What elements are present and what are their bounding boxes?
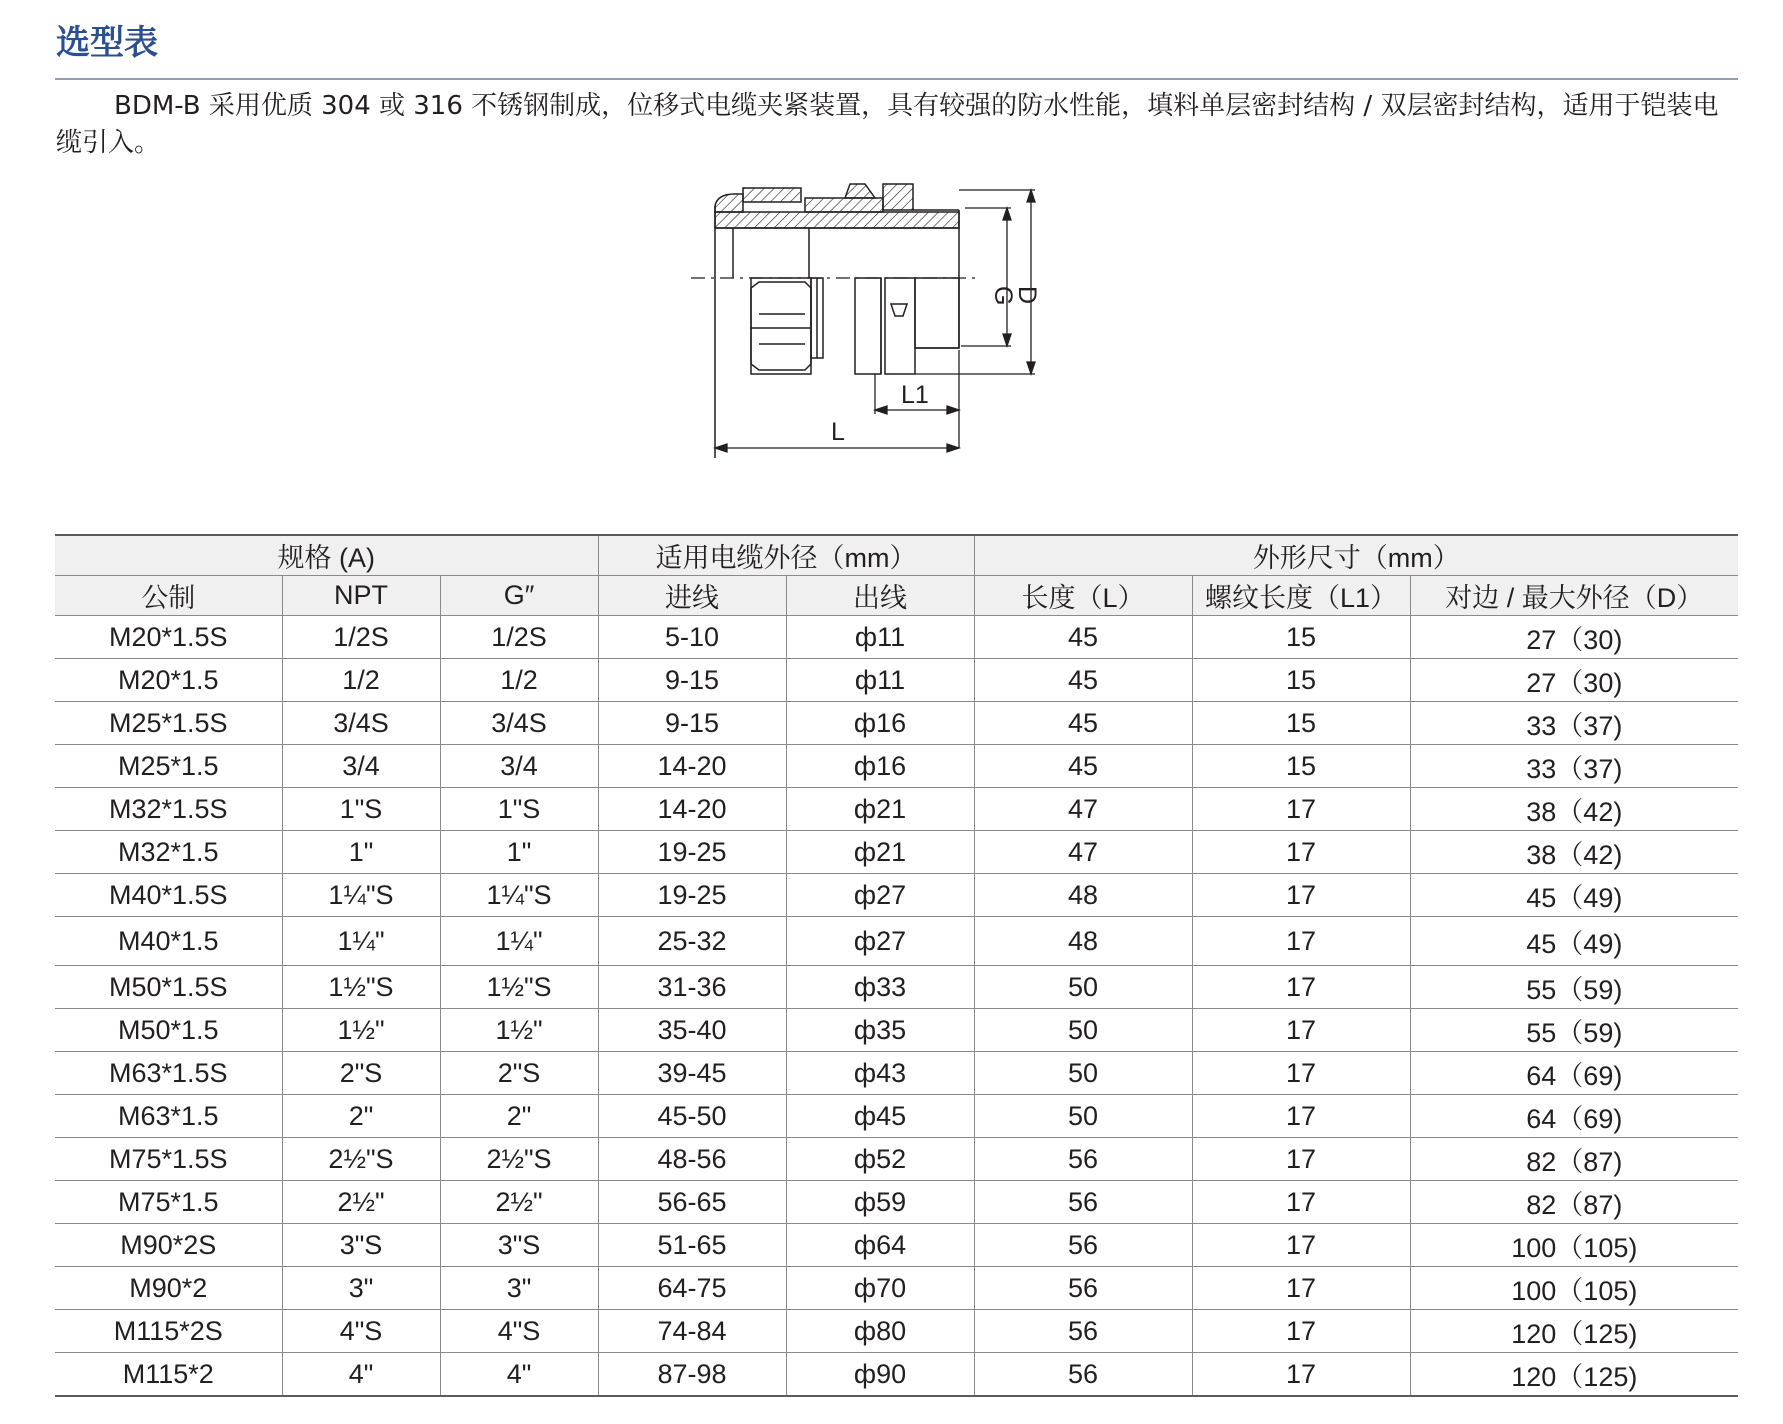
- cell-npt: 1/2S: [282, 616, 440, 659]
- cell-metric: M115*2: [55, 1353, 282, 1397]
- cell-inlet: 5-10: [598, 616, 786, 659]
- cell-length: 47: [974, 788, 1192, 831]
- cell-inlet: 39-45: [598, 1052, 786, 1095]
- table-row: [55, 1138, 1738, 1181]
- section-title: 选型表: [56, 23, 158, 63]
- header-dimensions-group: 外形尺寸（mm）: [974, 535, 1738, 576]
- cell-inlet: 45-50: [598, 1095, 786, 1138]
- cell-g: 2"S: [440, 1052, 598, 1095]
- cell-across-flats: 27（30): [1410, 659, 1738, 702]
- cable-gland-drawing: [685, 178, 1105, 490]
- cell-metric: M20*1.5S: [55, 616, 282, 659]
- header-length: 长度（L）: [974, 576, 1192, 616]
- cell-outlet: ф21: [786, 788, 974, 831]
- cell-thread-length: 15: [1192, 659, 1410, 702]
- cell-metric: M90*2S: [55, 1224, 282, 1267]
- cell-inlet: 48-56: [598, 1138, 786, 1181]
- cell-length: 48: [974, 917, 1192, 966]
- cell-outlet: ф35: [786, 1009, 974, 1052]
- cell-thread-length: 15: [1192, 745, 1410, 788]
- cell-g: 1"S: [440, 788, 598, 831]
- cell-npt: 2"S: [282, 1052, 440, 1095]
- cell-g: 2½": [440, 1181, 598, 1224]
- cell-thread-length: 17: [1192, 788, 1410, 831]
- cell-npt: 1¼": [282, 917, 440, 966]
- table-row: [55, 1009, 1738, 1052]
- table-body: [55, 616, 1738, 1397]
- cell-metric: M75*1.5S: [55, 1138, 282, 1181]
- cell-npt: 3": [282, 1267, 440, 1310]
- cell-across-flats: 45（49): [1410, 874, 1738, 917]
- cell-length: 50: [974, 966, 1192, 1009]
- cell-g: 2": [440, 1095, 598, 1138]
- cell-thread-length: 17: [1192, 1095, 1410, 1138]
- cell-metric: M20*1.5: [55, 659, 282, 702]
- cell-length: 48: [974, 874, 1192, 917]
- cell-inlet: 87-98: [598, 1353, 786, 1397]
- cell-thread-length: 15: [1192, 702, 1410, 745]
- cell-thread-length: 17: [1192, 1310, 1410, 1353]
- cell-outlet: ф16: [786, 702, 974, 745]
- cell-outlet: ф16: [786, 745, 974, 788]
- cell-across-flats: 82（87): [1410, 1181, 1738, 1224]
- cell-g: 3": [440, 1267, 598, 1310]
- table-row: [55, 1181, 1738, 1224]
- cell-metric: M25*1.5S: [55, 702, 282, 745]
- cell-outlet: ф70: [786, 1267, 974, 1310]
- cell-npt: 1½": [282, 1009, 440, 1052]
- cell-g: 1¼": [440, 917, 598, 966]
- table-row: [55, 1052, 1738, 1095]
- group-header-row: [55, 535, 1738, 576]
- cell-across-flats: 120（125): [1410, 1310, 1738, 1353]
- dimension-label-l1: L1: [901, 381, 929, 409]
- intro-paragraph: BDM-B 采用优质 304 或 316 不锈钢制成，位移式电缆夹紧装置，具有较强的防水性能，填料单层密封结构 / 双层密封结构，适用于铠装电缆引入。: [56, 91, 1719, 158]
- cell-g: 1/2: [440, 659, 598, 702]
- table-row: [55, 1095, 1738, 1138]
- cell-across-flats: 33（37): [1410, 745, 1738, 788]
- cell-outlet: ф59: [786, 1181, 974, 1224]
- cell-thread-length: 17: [1192, 1052, 1410, 1095]
- table-row: [55, 1353, 1738, 1397]
- header-inlet: 进线: [598, 576, 786, 616]
- cell-thread-length: 15: [1192, 616, 1410, 659]
- cell-across-flats: 100（105): [1410, 1224, 1738, 1267]
- header-metric: 公制: [55, 576, 282, 616]
- cell-g: 1½": [440, 1009, 598, 1052]
- cell-thread-length: 17: [1192, 831, 1410, 874]
- table-row: [55, 745, 1738, 788]
- cell-inlet: 9-15: [598, 702, 786, 745]
- cell-across-flats: 100（105): [1410, 1267, 1738, 1310]
- cell-across-flats: 55（59): [1410, 1009, 1738, 1052]
- cell-across-flats: 64（69): [1410, 1052, 1738, 1095]
- cell-npt: 1"S: [282, 788, 440, 831]
- cell-across-flats: 33（37): [1410, 702, 1738, 745]
- cell-outlet: ф90: [786, 1353, 974, 1397]
- cell-inlet: 19-25: [598, 874, 786, 917]
- cell-g: 1/2S: [440, 616, 598, 659]
- table-row: [55, 702, 1738, 745]
- cell-npt: 2": [282, 1095, 440, 1138]
- table-row: [55, 788, 1738, 831]
- cell-length: 56: [974, 1224, 1192, 1267]
- cell-length: 47: [974, 831, 1192, 874]
- cell-across-flats: 120（125): [1410, 1353, 1738, 1397]
- cell-length: 50: [974, 1009, 1192, 1052]
- cell-metric: M50*1.5: [55, 1009, 282, 1052]
- table-row: [55, 1267, 1738, 1310]
- dimension-label-l: L: [831, 418, 845, 446]
- cell-inlet: 14-20: [598, 745, 786, 788]
- cell-inlet: 56-65: [598, 1181, 786, 1224]
- header-npt: NPT: [282, 576, 440, 616]
- header-thread-length: 螺纹长度（L1）: [1192, 576, 1410, 616]
- cell-length: 56: [974, 1138, 1192, 1181]
- cell-inlet: 74-84: [598, 1310, 786, 1353]
- cell-npt: 1": [282, 831, 440, 874]
- header-spec-group: 规格 (A): [55, 535, 598, 576]
- cell-outlet: ф45: [786, 1095, 974, 1138]
- cell-length: 56: [974, 1310, 1192, 1353]
- cell-npt: 1¼"S: [282, 874, 440, 917]
- cell-npt: 2½": [282, 1181, 440, 1224]
- table-row: [55, 616, 1738, 659]
- cell-outlet: ф33: [786, 966, 974, 1009]
- cell-metric: M90*2: [55, 1267, 282, 1310]
- cell-across-flats: 45（49): [1410, 917, 1738, 966]
- cell-length: 56: [974, 1353, 1192, 1397]
- cell-g: 4": [440, 1353, 598, 1397]
- cell-outlet: ф64: [786, 1224, 974, 1267]
- cell-outlet: ф27: [786, 874, 974, 917]
- cell-npt: 1/2: [282, 659, 440, 702]
- cell-metric: M50*1.5S: [55, 966, 282, 1009]
- cell-npt: 2½"S: [282, 1138, 440, 1181]
- cell-g: 3/4S: [440, 702, 598, 745]
- cell-inlet: 14-20: [598, 788, 786, 831]
- cell-thread-length: 17: [1192, 1353, 1410, 1397]
- cell-metric: M75*1.5: [55, 1181, 282, 1224]
- cell-metric: M63*1.5: [55, 1095, 282, 1138]
- cell-thread-length: 17: [1192, 917, 1410, 966]
- table-row: [55, 831, 1738, 874]
- cell-metric: M40*1.5: [55, 917, 282, 966]
- cell-inlet: 64-75: [598, 1267, 786, 1310]
- cell-across-flats: 82（87): [1410, 1138, 1738, 1181]
- gland-body-outline: [691, 184, 975, 458]
- cell-thread-length: 17: [1192, 874, 1410, 917]
- cell-across-flats: 64（69): [1410, 1095, 1738, 1138]
- cell-inlet: 31-36: [598, 966, 786, 1009]
- cell-length: 56: [974, 1181, 1192, 1224]
- cell-metric: M32*1.5S: [55, 788, 282, 831]
- cell-g: 1¼"S: [440, 874, 598, 917]
- dimension-label-g: G: [989, 286, 1017, 306]
- cell-thread-length: 17: [1192, 1224, 1410, 1267]
- table-header: [55, 535, 1738, 616]
- table-row: [55, 917, 1738, 966]
- cell-across-flats: 38（42): [1410, 831, 1738, 874]
- cell-outlet: ф27: [786, 917, 974, 966]
- cell-length: 56: [974, 1267, 1192, 1310]
- cell-thread-length: 17: [1192, 1181, 1410, 1224]
- dimension-label-d: D: [1013, 286, 1041, 305]
- cell-outlet: ф80: [786, 1310, 974, 1353]
- cell-outlet: ф43: [786, 1052, 974, 1095]
- cell-metric: M25*1.5: [55, 745, 282, 788]
- cell-npt: 4"S: [282, 1310, 440, 1353]
- cell-length: 45: [974, 659, 1192, 702]
- cell-outlet: ф11: [786, 616, 974, 659]
- cell-npt: 3/4S: [282, 702, 440, 745]
- cell-thread-length: 17: [1192, 966, 1410, 1009]
- cell-thread-length: 17: [1192, 1009, 1410, 1052]
- header-across-flats: 对边 / 最大外径（D）: [1410, 576, 1738, 616]
- cell-npt: 3/4: [282, 745, 440, 788]
- cell-npt: 1½"S: [282, 966, 440, 1009]
- cell-npt: 4": [282, 1353, 440, 1397]
- cell-g: 4"S: [440, 1310, 598, 1353]
- cell-thread-length: 17: [1192, 1267, 1410, 1310]
- cell-inlet: 19-25: [598, 831, 786, 874]
- table-row: [55, 966, 1738, 1009]
- cell-length: 45: [974, 702, 1192, 745]
- cell-inlet: 35-40: [598, 1009, 786, 1052]
- cell-metric: M40*1.5S: [55, 874, 282, 917]
- cell-g: 2½"S: [440, 1138, 598, 1181]
- table-row: [55, 659, 1738, 702]
- title-divider: [55, 78, 1738, 80]
- cell-length: 50: [974, 1095, 1192, 1138]
- header-outlet: 出线: [786, 576, 974, 616]
- cell-g: 1½"S: [440, 966, 598, 1009]
- cell-npt: 3"S: [282, 1224, 440, 1267]
- table-row: [55, 1224, 1738, 1267]
- cell-outlet: ф52: [786, 1138, 974, 1181]
- header-g: G″: [440, 576, 598, 616]
- cell-g: 3"S: [440, 1224, 598, 1267]
- cell-metric: M115*2S: [55, 1310, 282, 1353]
- cell-length: 50: [974, 1052, 1192, 1095]
- cell-metric: M32*1.5: [55, 831, 282, 874]
- cell-inlet: 25-32: [598, 917, 786, 966]
- cell-thread-length: 17: [1192, 1138, 1410, 1181]
- cell-g: 1": [440, 831, 598, 874]
- header-cable-od-group: 适用电缆外径（mm）: [598, 535, 974, 576]
- table-row: [55, 1310, 1738, 1353]
- cell-inlet: 51-65: [598, 1224, 786, 1267]
- cell-outlet: ф21: [786, 831, 974, 874]
- cell-across-flats: 55（59): [1410, 966, 1738, 1009]
- cell-metric: M63*1.5S: [55, 1052, 282, 1095]
- selection-table: [55, 534, 1738, 1397]
- cell-across-flats: 38（42): [1410, 788, 1738, 831]
- dimension-lines: [715, 190, 1035, 452]
- cell-length: 45: [974, 745, 1192, 788]
- cell-outlet: ф11: [786, 659, 974, 702]
- cell-g: 3/4: [440, 745, 598, 788]
- cell-across-flats: 27（30): [1410, 616, 1738, 659]
- table-row: [55, 874, 1738, 917]
- column-header-row: [55, 576, 1738, 616]
- cell-inlet: 9-15: [598, 659, 786, 702]
- cell-length: 45: [974, 616, 1192, 659]
